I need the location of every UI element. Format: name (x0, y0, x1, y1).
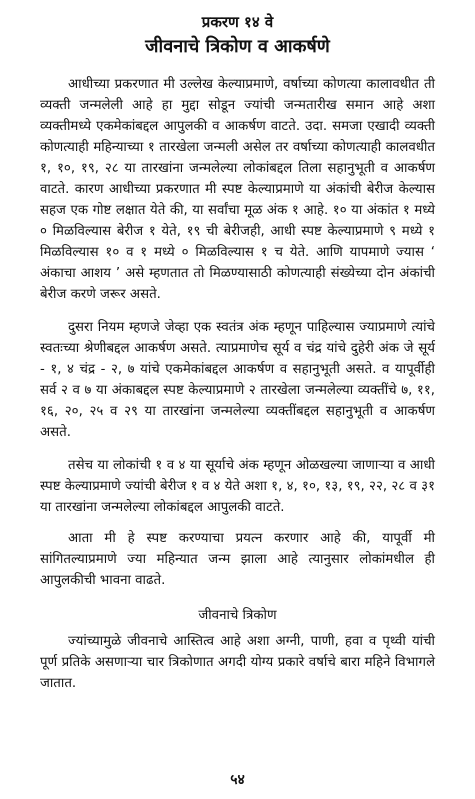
section-subheading: जीवनाचे त्रिकोण (198, 608, 277, 623)
paragraph-2: दुसरा नियम म्हणजे जेव्हा एक स्वतंत्र अंक म्हणून पाहिल्यास ज्याप्रमाणे त्यांचे स्वतःच्या श्रेणीबद्दल आकर्षण असते. त्याप्रमाणेच सूर्य व चंद्र यांचे दुहेरी अंक जे सूर्य - १, ४ चंद्र - २, ७ यांचे एकमेकांबद्दल आकर्षण व सहानुभूती असते. व यापूर्वीही सर्व २ व ७ या अंकाबद्दल स्पष्ट केल्याप्रमाणे २ तारखेला जन्मलेल्या व्यक्तींचे ७, ११, १६, २०, २५ व २९ या तारखांना जन्मलेल्या व्यक्तींबद्दल सहानुभूती व आकर्षण असते. (40, 320, 435, 440)
chapter-label: प्रकरण १४ वे (201, 13, 274, 31)
chapter-title: जीवनाचे त्रिकोण व आकर्षणे (145, 36, 330, 57)
paragraph-3: तसेच या लोकांची १ व ४ या सूर्याचे अंक म्हणून ओळखल्या जाणाऱ्या व आधी स्पष्ट केल्याप्रमाणे ज्यांची बेरीज १ व ४ येते अशा १, ४, १०, १३, १९, २२, २८ व ३१ या तारखांना जन्मलेल्या लोकांबद्दल आपुलकी वाटते. (40, 458, 435, 515)
page-number: ५४ (230, 772, 245, 788)
paragraph-4: आता मी हे स्पष्ट करण्याचा प्रयत्न करणार आहे की, यापूर्वी मी सांगितल्याप्रमाणे ज्या महिन्यात जन्म झाला आहे त्यानुसार लोकांमधील ही आपुलकीची भावना वाढते. (40, 531, 435, 588)
paragraph-5: ज्यांच्यामुळे जीवनाचे आस्तित्व आहे अशा अग्नी, पाणी, हवा व पृथ्वी यांची पूर्ण प्रतिके असणाऱ्या चार त्रिकोणात अगदी योग्य प्रकारे वर्षाचे बारा महिने विभागले जातात. (40, 634, 435, 691)
paragraph-1: आधीच्या प्रकरणात मी उल्लेख केल्याप्रमाणे, वर्षाच्या कोणत्या कालावधीत ती व्यक्ती जन्मलेली आहे हा मुद्दा सोडून ज्यांची जन्मतारीख समान आहे अशा व्यक्तीमध्ये एकमेकांबद्दल आपुलकी व आकर्षण वाटते. उदा. समजा एखादी व्यक्ती कोणत्याही महिन्याच्या १ तारखेला जन्मली असेल तर वर्षाच्या कोणत्याही कालवधीत १, १०, १९, २८ या तारखांना जन्मलेल्या लोकांबद्दल तिला सहानुभूती व आकर्षण वाटते. कारण आधीच्या प्रकरणात मी स्पष्ट केल्याप्रमाणे या अंकांची बेरीज केल्यास सहज एक गोष्ट लक्षात येते की, या सर्वांचा मूळ अंक १ आहे. १० या अंकांत १ मध्ये ० मिळविल्यास बेरीज १ येते, १९ ची बेरीजही, आधी स्पष्ट केल्याप्रमाणे ९ मध्ये १ मिळविल्यास १० व १ मध्ये ० मिळविल्यास १ च येते. आणि यापमाणे ज्यास ‘ अंकाचा आशय ’ असे म्हणतात तो मिळण्यासाठी कोणत्याही संख्येच्या दोन अंकांची बेरीज करणे जरूर असते. (40, 77, 435, 302)
